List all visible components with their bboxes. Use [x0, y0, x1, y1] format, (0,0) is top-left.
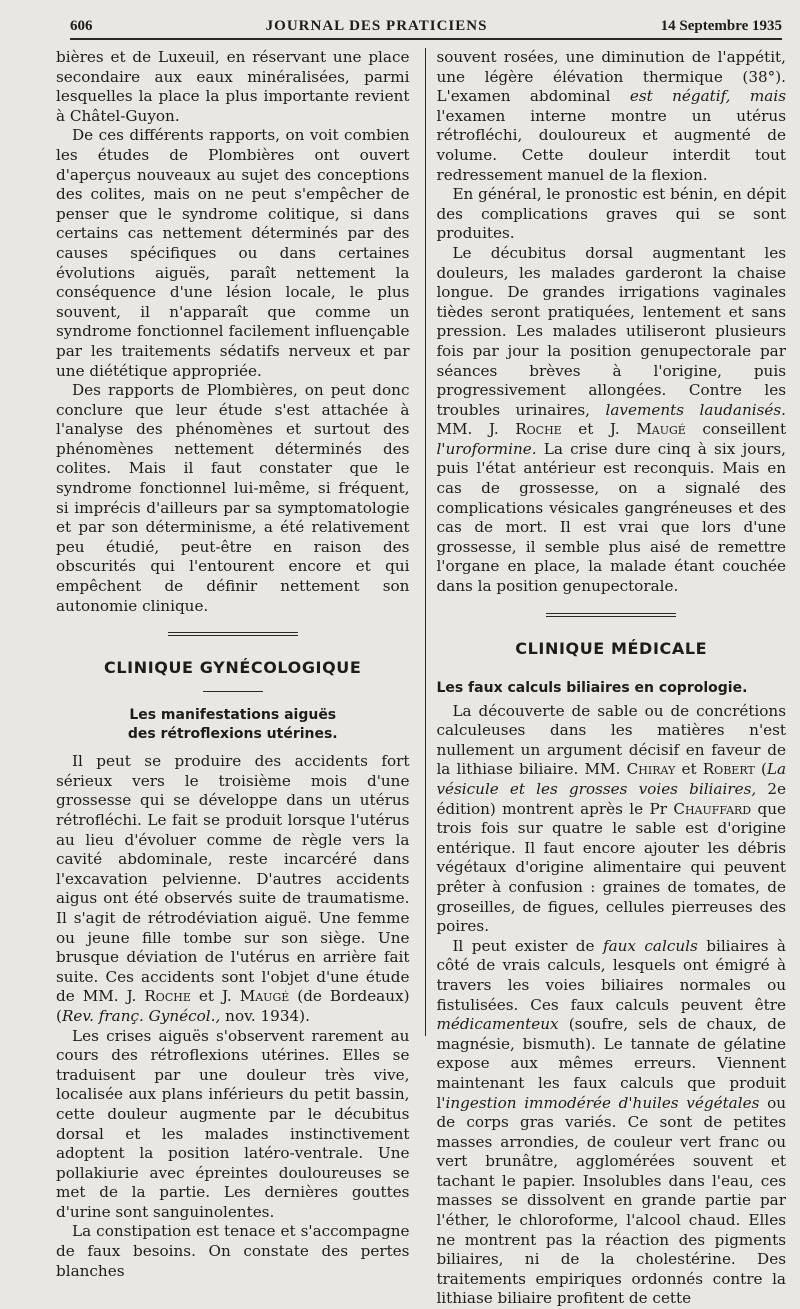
paragraph — [436, 702, 786, 937]
text-run: et J. — [578, 420, 620, 439]
article-title: Les faux calculs biliaires en coprologie. — [436, 679, 748, 696]
reference: La vésicule et les grosses voies biliaires, — [436, 760, 787, 798]
article-title-line: Les manifestations aiguës — [129, 707, 337, 724]
author-name: Maugé — [239, 987, 290, 1006]
double-rule — [546, 613, 676, 614]
columns — [56, 48, 787, 1308]
text-run: MM. J. — [436, 420, 499, 439]
text-run: ou de corps gras variés. Ce sont de petites masses arrondies, de couleur vert franc ou vert brunâtre, agglomérées souvent et tachant le papier. Insolubles dans l'eau, ces masses se dissolvent en grande partie par l'éther, le chloroforme, l'alcool chaud. Elles ne montrent pas la réaction des pigments biliaires, ni de la cholestérine. Des traitements empiriques ordonnés contre la lithiase biliaire profitent de cette — [436, 1093, 787, 1308]
right-column — [432, 48, 787, 1308]
paragraph — [436, 244, 786, 597]
text-run: Il peut se produire des accidents fort sérieux vers le troisième mois d'une grossesse qui se développe dans un utérus rétrofléchi. Le fait se produit lorsque l'utérus au lieu d'évoluer comme de règle vers la cavité abdominale, reste incarcéré dans l'excavation pelvienne. D'autres accidents aigus ont été observés suite de traumatisme. Il s'agit de rétrodéviation aiguë. Une femme ou jeune fille tombe sur son siège. Une brusque déviation de l'utérus en arrière fait suite. Ces accidents sont l'objet d'une étude de MM. J. — [56, 752, 410, 1006]
author-name: Chiray — [626, 760, 676, 779]
paragraph: Des rapports de Plombières, on peut donc conclure que leur étude s'est attachée à l'analyse des phénomènes et surtout des phénomènes nettement déterminés des colites. Mais il faut constater que le syndrome fonctionnel lui-même, si fréquent, si imprécis d'ailleurs par sa symptomatologie et par son déterminisme, a été relativement peu étudié, peut-être en raison des obscurités qui l'entourent encore et qui empêchent de définir nettement son autonomie clinique. — [56, 381, 410, 615]
emphasis: faux calculs — [602, 936, 698, 955]
text-run: (de Bordeaux) ( — [56, 987, 410, 1025]
section-title-gynecologique: CLINIQUE GYNÉCOLOGIQUE — [104, 658, 362, 678]
text-run: l'examen interne montre un utérus rétrofléchi, douloureux et augmenté de volume. Cette douleur interdit tout redressement manuel de la flexion. — [436, 106, 786, 184]
text-run: et — [681, 760, 697, 779]
text-run: que trois fois sur quatre le sable est d'origine entérique. Il faut encore ajouter les débris végétaux d'origine alimentaire qui peuvent prêter à confusion : graines de tomates, de groseilles, de figues, cellules pierreuses des poires. — [436, 799, 787, 936]
article-title-line: des rétroflexions utérines. — [127, 726, 338, 743]
double-rule — [546, 616, 676, 617]
double-rule — [168, 632, 298, 633]
emphasis: ingestion immodérée d'huiles végétales — [445, 1093, 760, 1112]
emphasis: est négatif, — [629, 87, 731, 106]
text-run: biliaires à côté de vrais calculs, lesquels ont émigré à travers les voies biliaires normales ou fistulisées. Ces faux calculs peuvent être — [436, 936, 786, 1014]
emphasis: médicamenteux — [436, 1015, 559, 1034]
paragraph: De ces différents rapports, on voit combien les études de Plombières ont ouvert d'aperçus nouveaux au sujet des conceptions des colites, mais on ne peut s'empêcher de penser que le syndrome colitique, si dans certains cas nettement déterminés par des causes spécifiques ou dans certaines évolutions aiguës, paraît nettement la conséquence d'une lésion locale, le plus souvent, il n'apparaît que comme un syndrome fonctionnel facilement influençable par les traitements sédatifs nerveux et par une diététique appropriée. — [56, 126, 410, 380]
reference: Rev. franç. Gynécol., — [61, 1006, 221, 1025]
section-title-medicale: CLINIQUE MÉDICALE — [515, 638, 708, 658]
author-name: Robert — [702, 760, 755, 779]
paragraph: Les crises aiguës s'observent rarement au cours des rétroflexions utérines. Elles se traduisent par une douleur très vive, localisée aux plans inférieurs du petit bassin, cette douleur augmente par le décubitus dorsal et les malades instinctivement adoptent la position latéro-ventrale. Une pollakiurie avec épreintes douloureuses se met de la partie. Les dernières gouttes d'urine sont sanguinolentes. — [56, 1026, 410, 1221]
text-run: conseillent — [702, 420, 787, 439]
short-rule — [203, 691, 263, 692]
issue-date: 14 Septembre 1935 — [660, 17, 782, 34]
paragraph — [436, 937, 786, 1309]
left-column — [56, 48, 419, 1280]
text-run: 2e édition) montrent après le Pr — [436, 780, 787, 818]
text-run: La crise dure cinq à six jours, puis l'état antérieur est reconquis. Mais en cas de grossesse, on a signalé des complications vésicales gangréneuses et des cas de mort. Il est vrai que lors d'une grossesse, il semble plus aisé de remettre l'organe en place, la malade étant couchée dans la position genupectorale. — [436, 439, 786, 596]
article-title — [56, 706, 409, 744]
author-name: Maugé — [636, 420, 686, 439]
page-number: 606 — [70, 17, 93, 34]
author-name: Chauffard — [673, 799, 752, 818]
text-run: ( — [760, 760, 767, 779]
paragraph: La constipation est tenace et s'accompagne de faux besoins. On constate des pertes blanches — [56, 1222, 410, 1280]
emphasis: lavements laudanisés. — [605, 400, 787, 419]
emphasis: mais — [749, 87, 786, 106]
paragraph: bières et de Luxeuil, en réservant une place secondaire aux eaux minéralisées, parmi lesquelles la place la plus importante revient à Châtel-Guyon. — [56, 48, 410, 125]
text-run: et J. — [198, 987, 232, 1006]
text-run: souvent rosées, une diminution de l'appétit, une légère élévation thermique (38°). L'examen abdominal — [436, 48, 786, 106]
paragraph: En général, le pronostic est bénin, en dépit des complications graves qui se sont produites. — [436, 185, 786, 243]
paragraph — [436, 48, 786, 185]
author-name: Roche — [144, 987, 191, 1006]
emphasis: l'uroformine. — [436, 439, 537, 458]
text-run: (soufre, sels de chaux, de magnésie, bismuth). Le tannate de gélatine expose aux mêmes erreurs. Viennent maintenant les faux calculs que produit l' — [436, 1015, 786, 1112]
page-header — [70, 14, 782, 40]
double-rule — [168, 635, 298, 636]
text-run: Le décubitus dorsal augmentant les douleurs, les malades garderont la chaise longue. De grandes irrigations vaginales tièdes seront pratiquées, lentement et sans pression. Les malades utiliseront plusieurs fois par jour la position genupectorale par séances brèves à l'origine, puis progressivement allongées. Contre les troubles urinaires, — [436, 243, 786, 419]
column-divider — [425, 48, 426, 1036]
paragraph — [56, 752, 409, 1026]
text-run: La découverte de sable ou de concrétions calculeuses dans les matières n'est nullement un argument décisif en faveur de la lithiase biliaire. MM. — [436, 701, 786, 779]
journal-title: JOURNAL DES PRATICIENS — [265, 17, 488, 34]
author-name: Roche — [515, 420, 562, 439]
text-run: nov. 1934). — [225, 1006, 310, 1025]
text-run: Il peut exister de — [452, 936, 595, 955]
